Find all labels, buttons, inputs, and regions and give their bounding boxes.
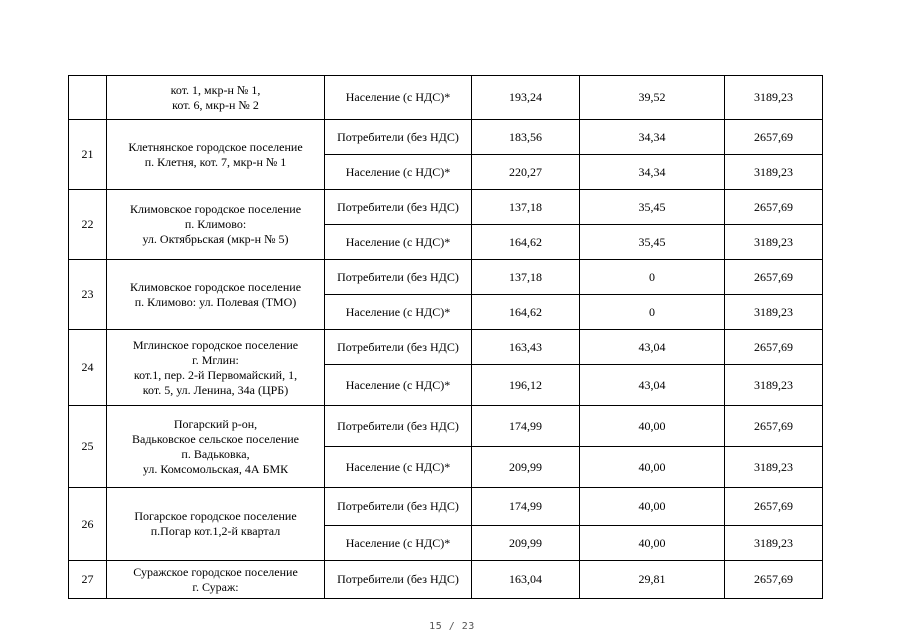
- consumer-category-cell: Население (с НДС)*: [325, 76, 472, 120]
- value-cell-2: 34,34: [580, 155, 725, 190]
- consumer-category-cell: Население (с НДС)*: [325, 155, 472, 190]
- table-row: [69, 76, 823, 120]
- location-cell: Климовское городское поселение п. Климово: ул. Полевая (ТМО): [107, 260, 325, 330]
- table-row: [69, 330, 823, 365]
- value-cell-2: 0: [580, 295, 725, 330]
- consumer-category-cell: Потребители (без НДС): [325, 488, 472, 526]
- value-cell-2: 35,45: [580, 190, 725, 225]
- location-cell: Погарское городское поселение п.Погар кот.1,2-й квартал: [107, 488, 325, 561]
- consumer-category-cell: Потребители (без НДС): [325, 406, 472, 447]
- consumer-category-cell: Потребители (без НДС): [325, 561, 472, 599]
- row-number-cell: 25: [69, 406, 107, 488]
- consumer-category-cell: Население (с НДС)*: [325, 447, 472, 488]
- value-cell-2: 40,00: [580, 526, 725, 561]
- row-number-cell: 27: [69, 561, 107, 599]
- consumer-category-cell: Население (с НДС)*: [325, 365, 472, 406]
- location-cell: Погарский р-он, Вадьковское сельское поселение п. Вадьковка, ул. Комсомольская, 4А БМК: [107, 406, 325, 488]
- page-indicator: 15 / 23: [429, 621, 475, 632]
- table-row: [69, 190, 823, 225]
- consumer-category-cell: Население (с НДС)*: [325, 225, 472, 260]
- table-row: [69, 120, 823, 155]
- value-cell-3: 3189,23: [725, 365, 823, 406]
- row-number-cell: 23: [69, 260, 107, 330]
- table-body: [69, 76, 823, 599]
- consumer-category-cell: Население (с НДС)*: [325, 295, 472, 330]
- value-cell-1: 163,04: [472, 561, 580, 599]
- row-number-cell: 22: [69, 190, 107, 260]
- value-cell-2: 29,81: [580, 561, 725, 599]
- value-cell-1: 193,24: [472, 76, 580, 120]
- value-cell-2: 43,04: [580, 365, 725, 406]
- value-cell-1: 183,56: [472, 120, 580, 155]
- consumer-category-cell: Потребители (без НДС): [325, 260, 472, 295]
- value-cell-3: 3189,23: [725, 447, 823, 488]
- value-cell-2: 40,00: [580, 406, 725, 447]
- value-cell-2: 39,52: [580, 76, 725, 120]
- value-cell-1: 220,27: [472, 155, 580, 190]
- location-cell: Клетнянское городское поселение п. Клетня, кот. 7, мкр-н № 1: [107, 120, 325, 190]
- value-cell-2: 43,04: [580, 330, 725, 365]
- value-cell-1: 209,99: [472, 447, 580, 488]
- value-cell-3: 3189,23: [725, 526, 823, 561]
- consumer-category-cell: Потребители (без НДС): [325, 120, 472, 155]
- value-cell-3: 2657,69: [725, 190, 823, 225]
- value-cell-1: 174,99: [472, 488, 580, 526]
- consumer-category-cell: Потребители (без НДС): [325, 190, 472, 225]
- value-cell-2: 35,45: [580, 225, 725, 260]
- row-number-cell: 24: [69, 330, 107, 406]
- table-row: [69, 561, 823, 599]
- location-cell: Суражское городское поселение г. Сураж:: [107, 561, 325, 599]
- location-cell: Климовское городское поселение п. Климово: ул. Октябрьская (мкр-н № 5): [107, 190, 325, 260]
- table-row: [69, 260, 823, 295]
- value-cell-3: 2657,69: [725, 488, 823, 526]
- value-cell-1: 164,62: [472, 295, 580, 330]
- location-cell: кот. 1, мкр-н № 1, кот. 6, мкр-н № 2: [107, 76, 325, 120]
- row-number-cell: 21: [69, 120, 107, 190]
- value-cell-1: 163,43: [472, 330, 580, 365]
- value-cell-2: 40,00: [580, 488, 725, 526]
- row-number-cell: [69, 76, 107, 120]
- value-cell-2: 40,00: [580, 447, 725, 488]
- value-cell-1: 209,99: [472, 526, 580, 561]
- value-cell-3: 3189,23: [725, 155, 823, 190]
- value-cell-3: 3189,23: [725, 76, 823, 120]
- value-cell-3: 2657,69: [725, 406, 823, 447]
- value-cell-1: 137,18: [472, 260, 580, 295]
- value-cell-1: 137,18: [472, 190, 580, 225]
- value-cell-2: 0: [580, 260, 725, 295]
- value-cell-1: 196,12: [472, 365, 580, 406]
- value-cell-1: 174,99: [472, 406, 580, 447]
- value-cell-3: 2657,69: [725, 561, 823, 599]
- value-cell-3: 2657,69: [725, 260, 823, 295]
- value-cell-3: 3189,23: [725, 295, 823, 330]
- table-row: [69, 406, 823, 447]
- value-cell-2: 34,34: [580, 120, 725, 155]
- consumer-category-cell: Потребители (без НДС): [325, 330, 472, 365]
- value-cell-3: 2657,69: [725, 330, 823, 365]
- location-cell: Мглинское городское поселение г. Мглин: кот.1, пер. 2-й Первомайский, 1, кот. 5, ул. Ленина, 34а (ЦРБ): [107, 330, 325, 406]
- table-row: [69, 488, 823, 526]
- row-number-cell: 26: [69, 488, 107, 561]
- value-cell-1: 164,62: [472, 225, 580, 260]
- consumer-category-cell: Население (с НДС)*: [325, 526, 472, 561]
- value-cell-3: 3189,23: [725, 225, 823, 260]
- value-cell-3: 2657,69: [725, 120, 823, 155]
- tariff-table: [68, 75, 823, 599]
